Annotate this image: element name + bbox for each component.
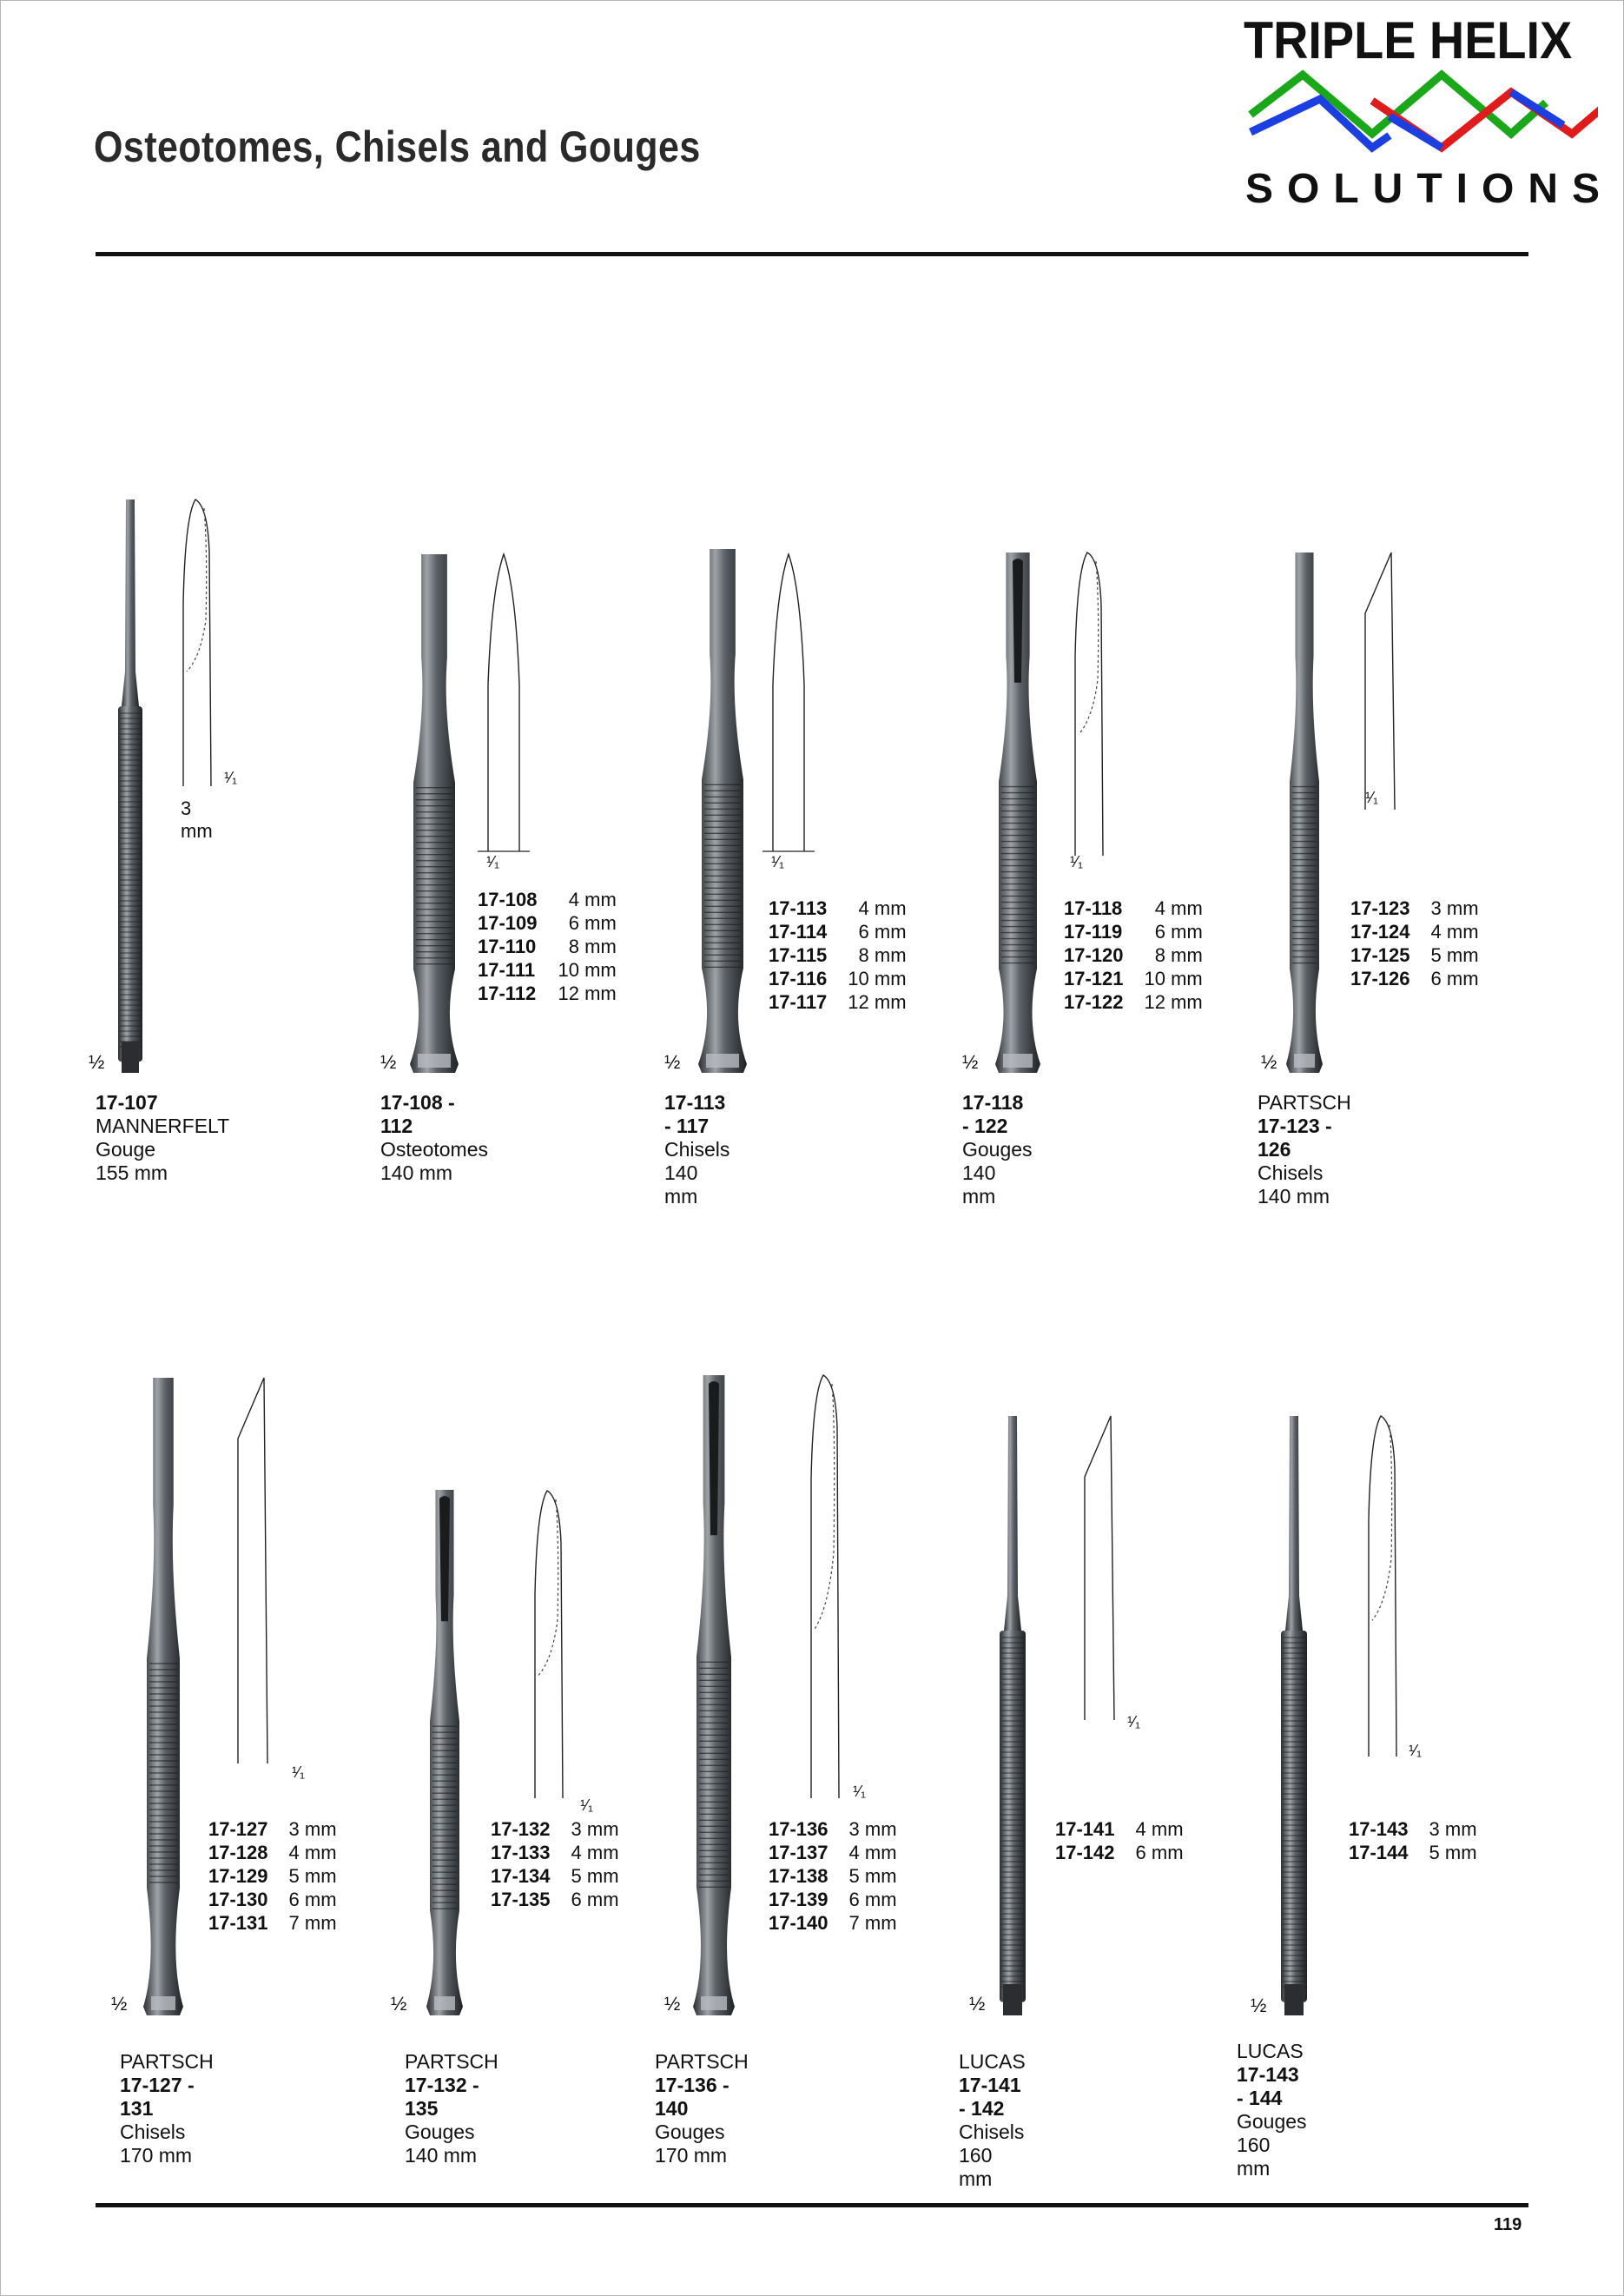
caption-code: 17-141 - 142 bbox=[959, 2074, 1021, 2120]
caption-length: 140 mm bbox=[664, 1161, 698, 1208]
size-value: 4 mm bbox=[858, 897, 907, 919]
scale-full-mark: ¹⁄₁ bbox=[771, 853, 785, 870]
tip-size-note: 3 mm bbox=[181, 797, 213, 842]
page-title: Osteotomes, Chisels and Gouges bbox=[94, 122, 701, 171]
size-code: 17-115 bbox=[769, 944, 828, 966]
scale-full-mark: ¹⁄₁ bbox=[1365, 789, 1379, 806]
size-value: 6 mm bbox=[858, 921, 907, 943]
size-table bbox=[1349, 1817, 1477, 1864]
size-value: 5 mm bbox=[1429, 1842, 1477, 1863]
size-code: 17-130 bbox=[208, 1889, 268, 1910]
caption-brand: PARTSCH bbox=[1258, 1091, 1351, 1114]
size-value: 8 mm bbox=[1154, 944, 1203, 966]
size-code: 17-122 bbox=[1064, 991, 1124, 1013]
scale-half-mark: ½ bbox=[111, 1993, 128, 2015]
size-value: 6 mm bbox=[568, 912, 617, 934]
size-value: 4 mm bbox=[1430, 921, 1479, 943]
caption-length: 140 mm bbox=[380, 1161, 453, 1184]
logo-wordmark-top: TRIPLE HELIX bbox=[1244, 11, 1573, 69]
scale-full-mark: ¹⁄₁ bbox=[580, 1796, 594, 1814]
size-code: 17-112 bbox=[478, 983, 537, 1004]
size-value: 6 mm bbox=[571, 1889, 619, 1910]
size-value: 4 mm bbox=[848, 1842, 897, 1863]
size-value: 3 mm bbox=[1429, 1818, 1477, 1840]
size-value: 8 mm bbox=[568, 936, 617, 957]
size-code: 17-123 bbox=[1350, 897, 1410, 919]
scale-full-mark: ¹⁄₁ bbox=[292, 1763, 306, 1781]
size-value: 7 mm bbox=[288, 1912, 337, 1934]
caption-type: Gouges bbox=[962, 1138, 1033, 1161]
product-caption bbox=[1237, 2040, 1307, 2180]
size-code: 17-116 bbox=[769, 968, 828, 989]
logo-wordmark-bottom: SOLUTIONS bbox=[1245, 166, 1614, 212]
size-code: 17-125 bbox=[1350, 944, 1410, 966]
size-value: 4 mm bbox=[1154, 897, 1203, 919]
caption-type: Osteotomes bbox=[380, 1138, 488, 1161]
size-value: 6 mm bbox=[1154, 921, 1203, 943]
caption-brand: LUCAS bbox=[1237, 2040, 1304, 2062]
size-value: 7 mm bbox=[848, 1912, 897, 1934]
caption-length: 140 mm bbox=[1258, 1185, 1330, 1208]
caption-code: 17-113 - 117 bbox=[664, 1091, 726, 1137]
scale-half-mark: ½ bbox=[962, 1051, 979, 1073]
size-value: 5 mm bbox=[288, 1865, 337, 1887]
caption-length: 160 mm bbox=[1237, 2134, 1271, 2180]
caption-brand: PARTSCH bbox=[120, 2050, 214, 2073]
size-value: 8 mm bbox=[858, 944, 907, 966]
size-code: 17-136 bbox=[769, 1818, 829, 1840]
caption-brand: LUCAS bbox=[959, 2050, 1026, 2073]
size-code: 17-119 bbox=[1064, 921, 1123, 943]
caption-brand: PARTSCH bbox=[405, 2050, 498, 2073]
size-code: 17-139 bbox=[769, 1889, 829, 1910]
size-code: 17-114 bbox=[769, 921, 828, 943]
scale-full-mark: ¹⁄₁ bbox=[853, 1783, 867, 1800]
size-code: 17-120 bbox=[1064, 944, 1124, 966]
caption-code: 17-123 - 126 bbox=[1258, 1115, 1332, 1161]
scale-full-mark: ¹⁄₁ bbox=[1409, 1742, 1423, 1759]
scale-half-mark: ½ bbox=[391, 1993, 407, 2015]
size-row bbox=[1349, 1841, 1477, 1864]
size-row bbox=[1349, 1817, 1477, 1841]
size-code: 17-113 bbox=[769, 897, 828, 919]
size-code: 17-144 bbox=[1349, 1842, 1409, 1863]
caption-code: 17-132 - 135 bbox=[405, 2074, 479, 2120]
size-value: 6 mm bbox=[848, 1889, 897, 1910]
size-value: 3 mm bbox=[571, 1818, 619, 1840]
size-code: 17-142 bbox=[1055, 1842, 1115, 1863]
size-value: 4 mm bbox=[1135, 1818, 1184, 1840]
scale-half-mark: ½ bbox=[1251, 1995, 1267, 2016]
scale-half-mark: ½ bbox=[380, 1051, 397, 1073]
caption-code: 17-127 - 131 bbox=[120, 2074, 195, 2120]
caption-code: 17-107 bbox=[96, 1091, 158, 1114]
size-value: 6 mm bbox=[288, 1889, 337, 1910]
size-code: 17-118 bbox=[1064, 897, 1123, 919]
caption-length: 140 mm bbox=[405, 2144, 478, 2167]
scale-half-mark: ½ bbox=[664, 1993, 681, 2015]
size-code: 17-140 bbox=[769, 1912, 829, 1934]
size-code: 17-131 bbox=[208, 1912, 268, 1934]
size-value: 6 mm bbox=[1430, 968, 1479, 989]
size-value: 12 mm bbox=[848, 991, 907, 1013]
size-code: 17-111 bbox=[478, 959, 536, 981]
caption-type: Gouges bbox=[1237, 2110, 1307, 2133]
size-code: 17-143 bbox=[1349, 1818, 1409, 1840]
scale-half-mark: ½ bbox=[1261, 1051, 1277, 1073]
size-code: 17-132 bbox=[491, 1818, 551, 1840]
caption-brand: PARTSCH bbox=[655, 2050, 749, 2073]
size-code: 17-108 bbox=[478, 889, 538, 910]
size-value: 10 mm bbox=[1144, 968, 1203, 989]
scale-half-mark: ½ bbox=[89, 1051, 105, 1073]
size-code: 17-117 bbox=[769, 991, 828, 1013]
tip-profile-drawing bbox=[1369, 1416, 1396, 1757]
caption-type: Gouge bbox=[96, 1138, 156, 1161]
footer-rule bbox=[96, 2203, 1528, 2207]
size-value: 3 mm bbox=[1430, 897, 1479, 919]
caption-length: 140 mm bbox=[962, 1161, 996, 1208]
size-value: 12 mm bbox=[558, 983, 617, 1004]
page-number: 119 bbox=[1494, 2215, 1522, 2234]
size-code: 17-129 bbox=[208, 1865, 268, 1887]
caption-code: 17-118 - 122 bbox=[962, 1091, 1024, 1137]
scale-full-mark: ¹⁄₁ bbox=[1070, 853, 1084, 870]
size-value: 4 mm bbox=[568, 889, 617, 910]
size-value: 5 mm bbox=[848, 1865, 897, 1887]
tip-profile-hollow bbox=[1372, 1425, 1392, 1620]
size-value: 4 mm bbox=[571, 1842, 619, 1863]
size-code: 17-121 bbox=[1064, 968, 1124, 989]
caption-name: MANNERFELT bbox=[96, 1115, 230, 1137]
size-value: 5 mm bbox=[1430, 944, 1479, 966]
caption-type: Chisels bbox=[664, 1138, 730, 1161]
size-value: 10 mm bbox=[558, 959, 617, 981]
size-value: 6 mm bbox=[1135, 1842, 1184, 1863]
caption-type: Gouges bbox=[405, 2121, 475, 2143]
size-code: 17-141 bbox=[1055, 1818, 1115, 1840]
size-value: 3 mm bbox=[848, 1818, 897, 1840]
scale-full-mark: ¹⁄₁ bbox=[1127, 1713, 1141, 1730]
scale-full-mark: ¹⁄₁ bbox=[224, 769, 238, 786]
size-code: 17-137 bbox=[769, 1842, 829, 1863]
size-code: 17-109 bbox=[478, 912, 538, 934]
size-code: 17-135 bbox=[491, 1889, 551, 1910]
caption-type: Gouges bbox=[655, 2121, 725, 2143]
caption-code: 17-136 - 140 bbox=[655, 2074, 729, 2120]
size-value: 4 mm bbox=[288, 1842, 337, 1863]
caption-type: Chisels bbox=[1258, 1161, 1324, 1184]
instrument-photo bbox=[1281, 1416, 1307, 2015]
scale-full-mark: ¹⁄₁ bbox=[486, 853, 500, 870]
size-code: 17-110 bbox=[478, 936, 537, 957]
caption-type: Chisels bbox=[959, 2121, 1025, 2143]
caption-length: 170 mm bbox=[655, 2144, 728, 2167]
scale-half-mark: ½ bbox=[664, 1051, 681, 1073]
caption-type: Chisels bbox=[120, 2121, 186, 2143]
size-code: 17-128 bbox=[208, 1842, 268, 1863]
size-value: 12 mm bbox=[1144, 991, 1203, 1013]
size-code: 17-126 bbox=[1350, 968, 1410, 989]
size-value: 5 mm bbox=[571, 1865, 619, 1887]
size-value: 10 mm bbox=[848, 968, 907, 989]
caption-length: 160 mm bbox=[959, 2144, 993, 2190]
caption-code: 17-143 - 144 bbox=[1237, 2063, 1299, 2109]
size-value: 3 mm bbox=[288, 1818, 337, 1840]
size-code: 17-133 bbox=[491, 1842, 551, 1863]
caption-length: 155 mm bbox=[96, 1161, 168, 1184]
caption-length: 170 mm bbox=[120, 2144, 193, 2167]
scale-half-mark: ½ bbox=[969, 1993, 986, 2015]
caption-code: 17-108 - 112 bbox=[380, 1091, 455, 1137]
size-code: 17-138 bbox=[769, 1865, 829, 1887]
size-code: 17-134 bbox=[491, 1865, 551, 1887]
size-code: 17-124 bbox=[1350, 921, 1410, 943]
size-code: 17-127 bbox=[208, 1818, 268, 1840]
